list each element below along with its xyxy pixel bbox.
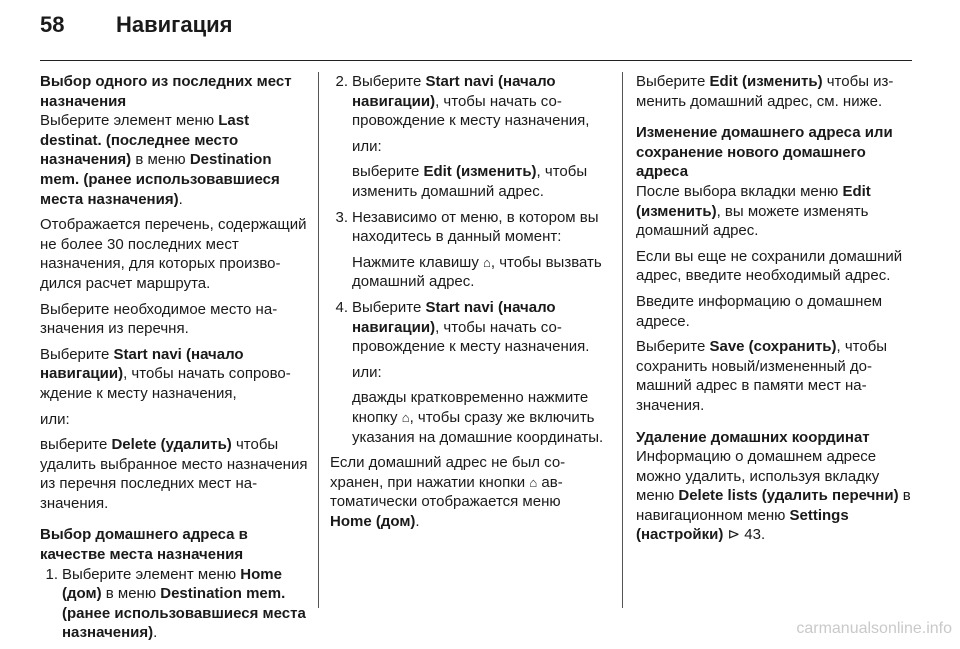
- section-heading-edit-home-address: Изменение домашнего адреса или сохранение нового домашнего адреса: [636, 124, 893, 181]
- paragraph: выберите Delete (удалить) чтобы удалить выбранное место назначения из перечня последних мест назначения.: [40, 436, 308, 512]
- paragraph: выберите Edit (изменить), чтобы изменить домашний адрес.: [352, 163, 588, 200]
- paragraph: Выберите элемент меню Home (дом) в меню Destination mem. (ранее использовавшиеся места назначения).: [62, 565, 306, 642]
- list-number: 4.: [335, 298, 348, 316]
- paragraph: Информацию о домашнем адресе можно удалить, используя вкладку меню Delete lists (удалить перечни) в навигационном меню Settings (настройки) ⊳ 43.: [636, 448, 911, 544]
- list-item: [330, 298, 606, 447]
- section-heading-home-address: Выбор домашнего адреса в качестве места назначения: [40, 526, 248, 564]
- paragraph: Если домашний адрес не был сохранен, при нажатии кнопки ⌂ автоматически отображается меню Home (дом).: [330, 454, 566, 530]
- paragraph: или:: [40, 410, 70, 428]
- paragraph: Выберите Save (сохранить), чтобы сохранить новый/измененный домашний адрес в памяти мест назначения.: [636, 338, 888, 414]
- paragraph: Введите информацию о домашнем адресе.: [636, 292, 883, 330]
- paragraph: или:: [352, 363, 382, 381]
- page-title: Навигация: [116, 12, 233, 37]
- list-number: 2.: [335, 73, 348, 90]
- list-item: [330, 72, 606, 202]
- paragraph: Если вы еще не сохранили домашний адрес, введите необходимый адрес.: [636, 247, 903, 285]
- paragraph: Нажмите клавишу ⌂, чтобы вызвать домашний адрес.: [352, 253, 602, 291]
- watermark: carmanualsonline.info: [796, 620, 952, 637]
- paragraph: Выберите Start navi (начало навигации), чтобы начать сопровождение к месту назначения.: [352, 298, 590, 356]
- section-heading-last-destinations: Выбор одного из последних мест назначения: [40, 73, 292, 110]
- home-icon: ⌂: [401, 409, 410, 425]
- paragraph: Независимо от меню, в котором вы находитесь в данный момент:: [352, 208, 599, 246]
- page-header: [40, 12, 232, 50]
- column-right: [636, 72, 912, 551]
- paragraph: Выберите необходимое место назначения из перечня.: [40, 300, 278, 338]
- paragraph: Выберите Edit (изменить) чтобы изменить домашний адрес, см. ниже.: [636, 73, 894, 110]
- page-number: 58: [40, 12, 65, 37]
- column-middle: [330, 72, 606, 537]
- column-left: [40, 72, 308, 649]
- list-item: [40, 565, 308, 643]
- page-reference-icon: ⊳: [727, 526, 741, 544]
- paragraph: Отображается перечень, содержащий не более 30 последних мест назначения, для которых производился расчет маршрута.: [40, 216, 307, 292]
- home-icon: ⌂: [529, 474, 538, 490]
- list-number: 3.: [335, 208, 348, 226]
- list-item: [330, 208, 606, 292]
- paragraph: После выбора вкладки меню Edit (изменить), вы можете изменять домашний адрес.: [636, 182, 871, 240]
- paragraph: Выберите элемент меню Last destinat. (последнее место назначения) в меню Destination mem. (ранее использовавшиеся места назначения).: [40, 112, 280, 208]
- list-number: 1.: [45, 565, 58, 583]
- paragraph: Выберите Start navi (начало навигации), чтобы начать сопровождение к месту назначения,: [40, 345, 291, 402]
- column-divider: [622, 72, 623, 608]
- paragraph: Выберите Start navi (начало навигации), чтобы начать сопровождение к месту назначения,: [352, 73, 590, 130]
- paragraph: или:: [352, 137, 382, 155]
- section-heading-delete-home: Удаление домашних координат: [636, 428, 870, 446]
- column-divider: [318, 72, 319, 608]
- paragraph: дважды кратковременно нажмите кнопку ⌂, чтобы сразу же включить указания на домашние координаты.: [352, 389, 604, 446]
- home-icon: ⌂: [483, 254, 491, 270]
- header-divider: [40, 60, 912, 61]
